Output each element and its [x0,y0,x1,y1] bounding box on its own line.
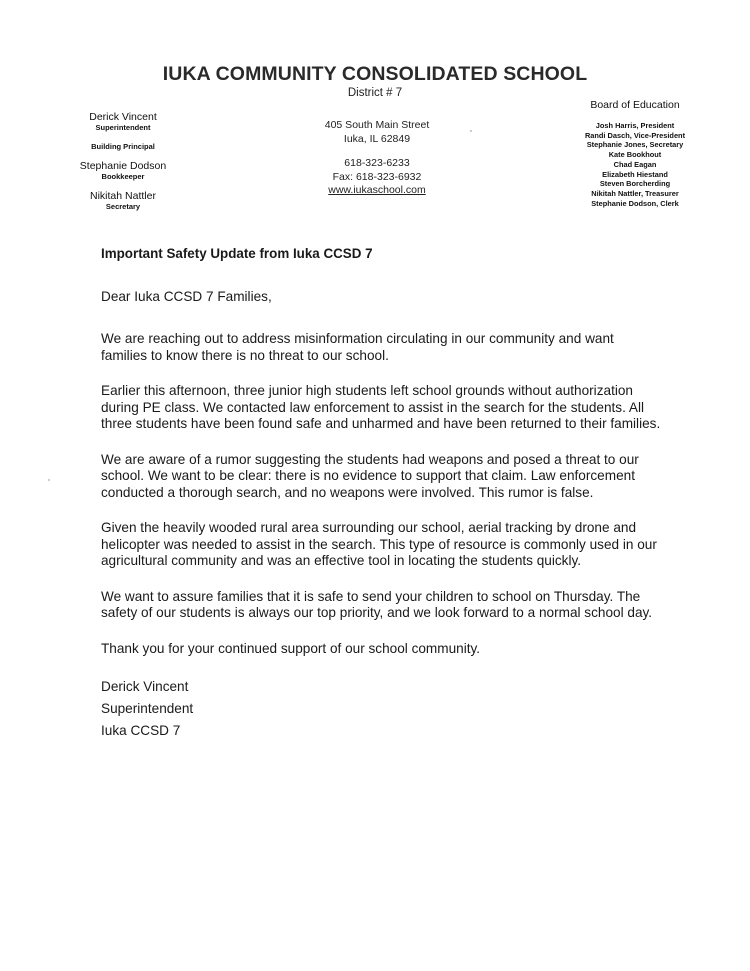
board-member: Stephanie Dodson, Clerk [591,198,679,208]
signer-title: Superintendent [101,701,194,716]
staff-role: Bookkeeper [101,172,145,181]
staff-role: Secretary [105,202,141,211]
letter-salutation: Dear Iuka CCSD 7 Families, [101,288,272,304]
staff-role: Building Principal [91,142,155,151]
board-member: Stephanie Jones, Secretary [586,140,684,150]
letter-body [101,246,661,742]
signer-organization: Iuka CCSD 7 [101,723,181,738]
staff-name: Derick Vincent [89,111,157,123]
website-link[interactable]: www.iukaschool.com [328,184,426,196]
district-label: District # 7 [347,87,403,99]
board-member: Randi Dasch, Vice-President [584,130,686,140]
board-member: Nikitah Nattler, Treasurer [591,188,679,198]
school-name-title: IUKA COMMUNITY CONSOLIDATED SCHOOL [162,63,588,85]
board-member: Steven Borcherding [599,179,671,189]
letter-paragraph: We are reaching out to address misinformation circulating in our community and want families to know there is no threat to our school. [101,331,614,363]
staff-list [58,111,188,212]
board-of-education [560,98,710,208]
board-member: Josh Harris, President [595,121,675,130]
letter-paragraph: We are aware of a rumor suggesting the students had weapons and posed a threat to our school. We want to be clear: there is no evidence to support that claim. Law enforcement conducted a thorough search, and no weapons were involved. This rumor is false. [101,451,639,500]
street-address: 405 South Main Street [324,119,430,131]
letter-paragraph: Earlier this afternoon, three junior high students left school grounds without authorization during PE class. We contacted law enforcement to assist in the search for the students. All three students have been found safe and unharmed and have been returned to their families. [101,383,661,431]
board-member: Chad Eagan [613,159,657,169]
board-member: Elizabeth Hiestand [602,169,668,179]
board-member: Kate Bookhout [608,150,662,160]
signature-block [101,676,661,742]
scan-speck [470,130,472,132]
phone-number: 618-323-6233 [344,157,410,169]
signer-name: Derick Vincent [101,679,189,694]
letter-paragraph: Given the heavily wooded rural area surrounding our school, aerial tracking by drone and helicopter was needed to assist in the search. This type of resource is commonly used in our agricultural community and was an effective tool in locating the students quickly. [101,520,657,568]
staff-name: Nikitah Nattler [90,190,156,202]
fax-number: Fax: 618-323-6932 [332,170,422,183]
city-state-zip: Iuka, IL 62849 [343,132,411,145]
staff-role: Superintendent [95,123,151,132]
scan-speck [48,479,50,481]
staff-name: Stephanie Dodson [79,160,167,172]
letter-paragraph: We want to assure families that it is safe to send your children to school on Thursday. The safety of our students is always our top priority, and we look forward to a normal school day. [101,588,653,620]
letter-paragraph: Thank you for your continued support of our school community. [101,640,481,656]
letter-subject: Important Safety Update from Iuka CCSD 7 [101,246,373,261]
contact-block [277,119,477,198]
board-heading: Board of Education [590,99,680,111]
